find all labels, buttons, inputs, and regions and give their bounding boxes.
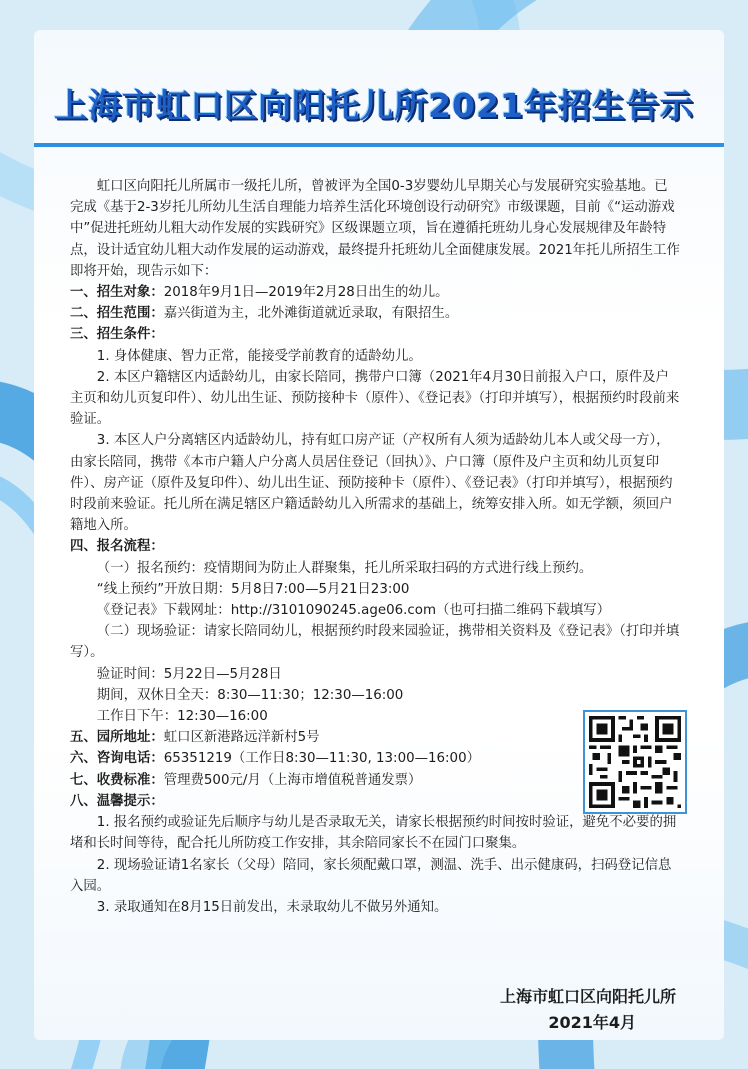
process-line: “线上预约”开放日期：5月8日7:00—5月21日23:00 <box>96 581 410 597</box>
section-text: 65351219（工作日8:30—11:30, 13:00—16:00） <box>163 751 480 767</box>
intro-paragraph: 虹口区向阳托儿所属市一级托儿所，曾被评为全国0-3岁婴幼儿早期关心与发展研究实验基地。已完成《基于2-3岁托儿所幼儿生活自理能力培养生活化环境创设行动研究》市级课题，目前《“运动游戏中”促进托班幼儿粗大动作发展的实践研究》区级课题立项，旨在遵循托班幼儿身心发展规律及年龄特点，设计适宜幼儿粗大动作发展的运动游戏，最终提升托班幼儿全面健康发展。2021年托儿所招生工作即将开始，现告示如下： <box>70 179 680 279</box>
tip-item: 3. 录取通知在8月15日前发出，未录取幼儿不做另外通知。 <box>96 899 448 915</box>
section-text: 管理费500元/月（上海市增值税普通发票） <box>163 772 422 788</box>
process-line: 验证时间：5月22日—5月28日 <box>96 666 282 682</box>
process-line-url: 《登记表》下载网址：http://3101090245.age06.com（也可扫描二维码下载填写） <box>96 603 611 619</box>
section-label: 一、招生对象： <box>70 285 164 301</box>
tip-item: 2. 现场验证请1名家长（父母）陪同，家长须配戴口罩，测温、洗手、出示健康码，扫码登记信息入园。 <box>70 857 672 894</box>
organization-name: 上海市虹口区向阳托儿所 <box>499 987 676 1006</box>
notice-title: 上海市虹口区向阳托儿所2021年招生告示 <box>54 86 694 125</box>
section-label: 六、咨询电话： <box>70 751 164 767</box>
notice-date: 2021年4月 <box>548 1013 636 1032</box>
title-divider <box>34 143 724 147</box>
section-text: 嘉兴街道为主，北外滩街道就近录取，有限招生。 <box>163 306 459 322</box>
process-line: （一）报名预约：疫情期间为防止人群聚集，托儿所采取扫码的方式进行线上预约。 <box>96 560 593 576</box>
section-text: 2018年9月1日—2019年2月28日出生的幼儿。 <box>163 285 449 301</box>
section-tips-label: 八、温馨提示： <box>70 793 164 809</box>
section-conditions-label: 三、招生条件： <box>70 327 164 343</box>
tip-item: 1. 报名预约或验证先后顺序与幼儿是否录取无关，请家长根据预约时间按时验证，避免不必要的拥堵和长时间等待，配合托儿所防疫工作安排，其余陪同家长不在园门口聚集。 <box>70 815 677 852</box>
section-enrollment-scope <box>70 303 680 324</box>
qr-code-icon[interactable] <box>583 710 687 814</box>
condition-item: 2. 本区户籍辖区内适龄幼儿，由家长陪同，携带户口簿（2021年4月30日前报入户口，原件及户主页和幼儿页复印件）、幼儿出生证、预防接种卡（原件）、《登记表》（打印并填写），根据预约时段前来验证。 <box>70 369 680 428</box>
section-process-label: 四、报名流程： <box>70 539 164 555</box>
section-label: 七、收费标准： <box>70 772 164 788</box>
condition-item: 3. 本区人户分离辖区内适龄幼儿，持有虹口房产证（产权所有人须为适龄幼儿本人或父母一方），由家长陪同，携带《本市户籍人户分离人员居住登记（回执）》、户口簿（原件及户主页和幼儿页复印件）、房产证（原件及复印件）、幼儿出生证、预防接种卡（原件）、《登记表》（打印并填写），根据预约时段前来验证。托儿所在满足辖区户籍适龄幼儿入所需求的基础上，统筹安排入所。如无学额，须回户籍地入所。 <box>70 433 673 534</box>
condition-item: 1. 身体健康、智力正常，能接受学前教育的适龄幼儿。 <box>96 348 422 364</box>
section-text: 虹口区新港路远洋新村5号 <box>163 730 320 746</box>
process-line: （二）现场验证：请家长陪同幼儿，根据预约时段来园验证，携带相关资料及《登记表》（打印并填写）。 <box>70 624 680 661</box>
section-label: 五、园所地址： <box>70 730 164 746</box>
process-line: 工作日下午：12:30—16:00 <box>96 709 268 725</box>
section-enrollment-target <box>70 282 680 303</box>
section-label: 二、招生范围： <box>70 306 164 322</box>
notice-signature <box>500 984 676 1036</box>
process-line: 期间，双休日全天：8:30—11:30；12:30—16:00 <box>96 687 404 703</box>
